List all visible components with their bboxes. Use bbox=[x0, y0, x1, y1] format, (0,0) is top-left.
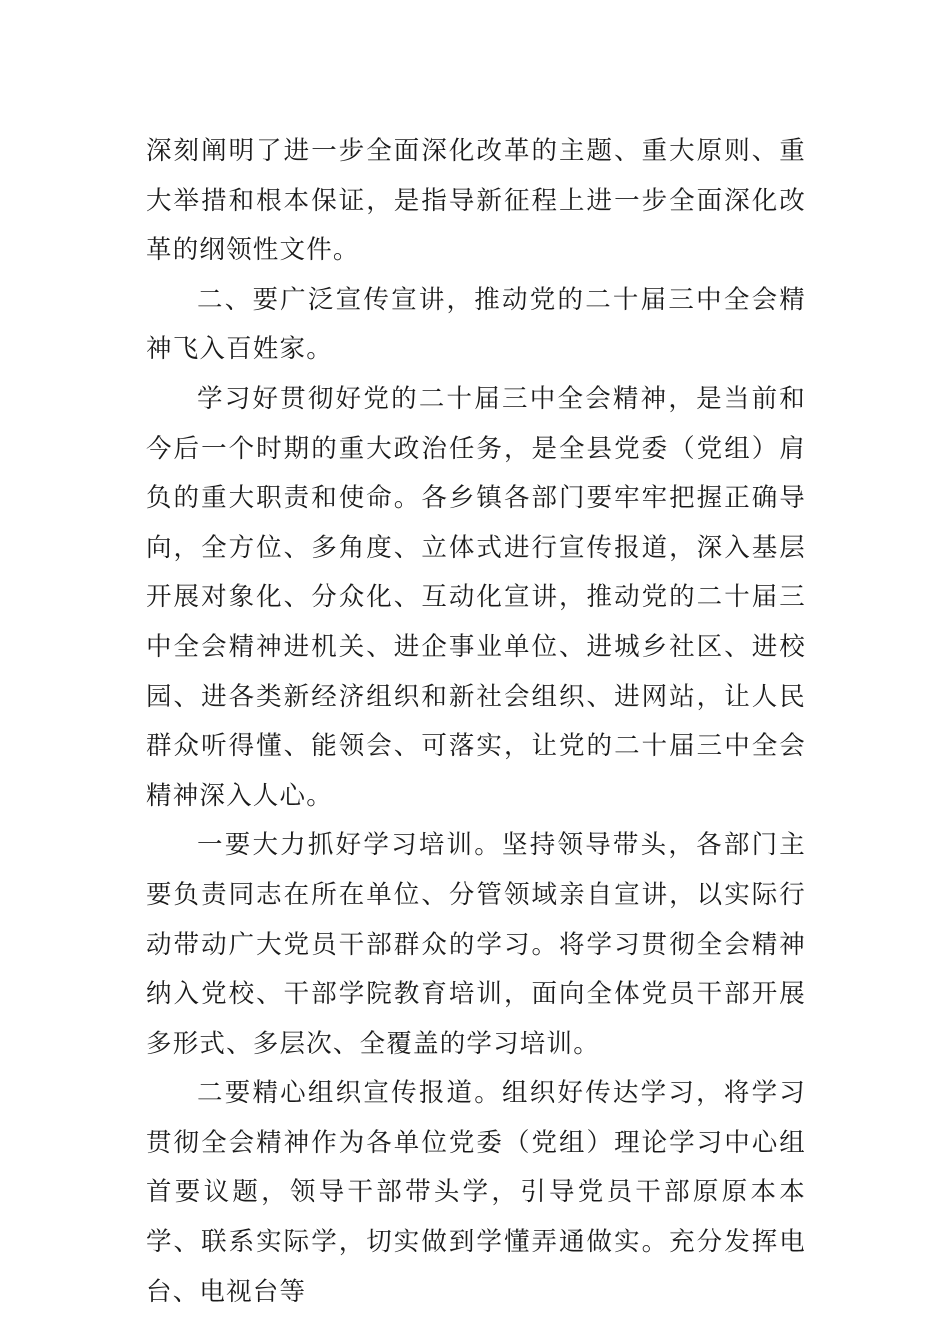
paragraph: 二要精心组织宣传报道。组织好传达学习，将学习贯彻全会精神作为各单位党委（党组）理论学习中心组首要议题，领导干部带头学，引导党员干部原原本本学、联系实际学，切实做到学懂弄通做实。充分发挥电台、电视台等 bbox=[146, 1078, 806, 1307]
paragraph: 学习好贯彻好党的二十届三中全会精神，是当前和今后一个时期的重大政治任务，是全县党委（党组）肩负的重大职责和使命。各乡镇各部门要牢牢把握正确导向，全方位、多角度、立体式进行宣传报道，深入基层开展对象化、分众化、互动化宣讲，推动党的二十届三中全会精神进机关、进企事业单位、进城乡社区、进校园、进各类新经济组织和新社会组织、进网站，让人民群众听得懂、能领会、可落实，让党的二十届三中全会精神深入人心。 bbox=[146, 383, 806, 811]
paragraph-continuation: 深刻阐明了进一步全面深化改革的主题、重大原则、重大举措和根本保证，是指导新征程上进一步全面深化改革的纲领性文件。 bbox=[146, 136, 806, 266]
section-heading: 二、要广泛宣传宣讲，推动党的二十届三中全会精神飞入百姓家。 bbox=[146, 284, 806, 365]
paragraph: 一要大力抓好学习培训。坚持领导带头，各部门主要负责同志在所在单位、分管领域亲自宣讲，以实际行动带动广大党员干部群众的学习。将学习贯彻全会精神纳入党校、干部学院教育培训，面向全体党员干部开展多形式、多层次、全覆盖的学习培训。 bbox=[146, 830, 806, 1059]
document-body bbox=[146, 127, 806, 1317]
